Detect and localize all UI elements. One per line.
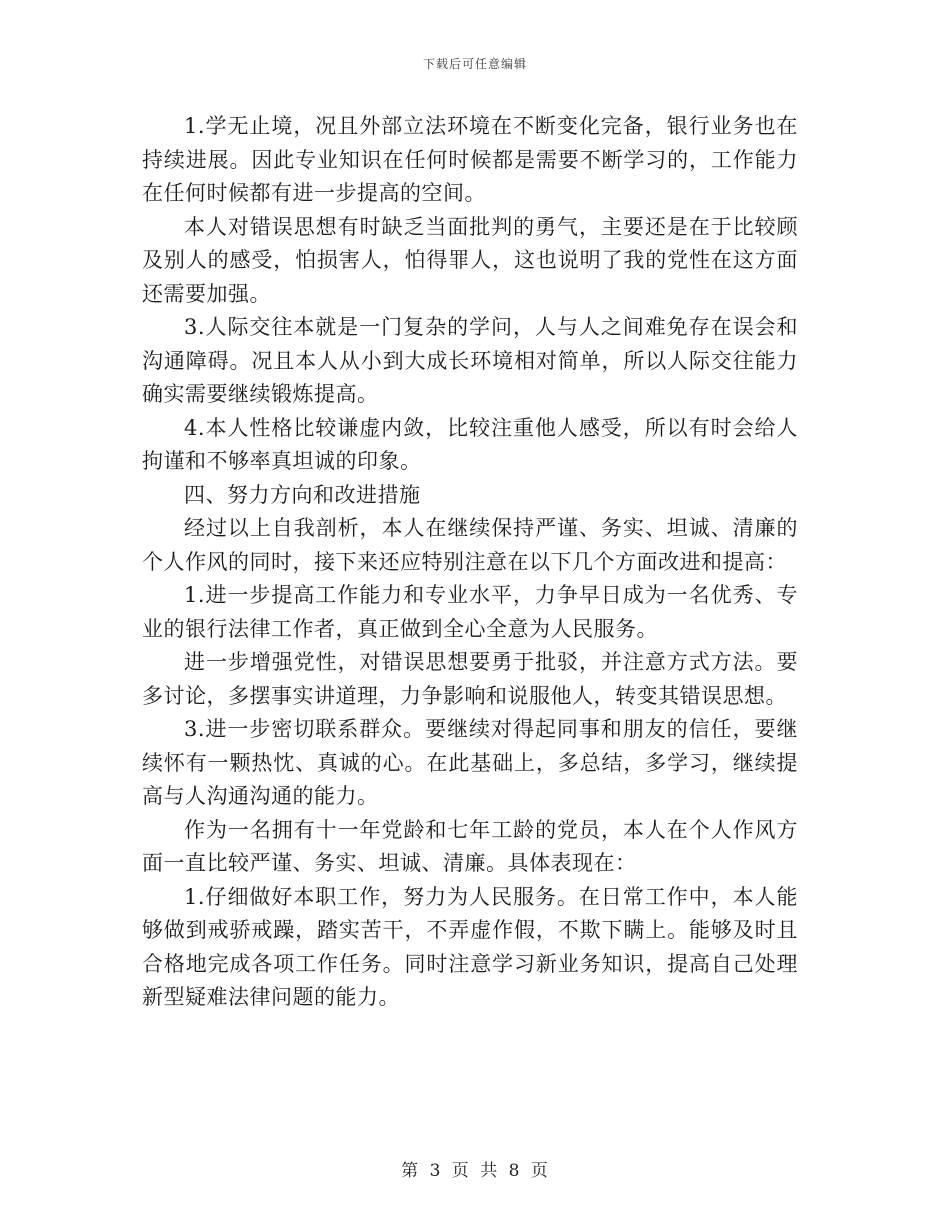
paragraph-6: 经过以上自我剖析，本人在继续保持严谨、务实、坦诚、清廉的个人作风的同时，接下来还应特别注意在以下几个方面改进和提高： (142, 516, 798, 574)
paragraph-8: 进一步增强党性，对错误思想要勇于批驳，并注意方式方法。要多讨论，多摆事实讲道理，力争影响和说服他人，转变其错误思想。 (142, 650, 798, 708)
paragraph-2: 本人对错误思想有时缺乏当面批判的勇气，主要还是在于比较顾及别人的感受，怕损害人，怕得罪人，这也说明了我的党性在这方面还需要加强。 (142, 214, 798, 306)
paragraph-4: 4.本人性格比较谦虚内敛，比较注重他人感受，所以有时会给人拘谨和不够率真坦诚的印象。 (142, 415, 798, 473)
document-body (142, 110, 798, 1015)
section-heading: 四、努力方向和改进措施 (184, 482, 421, 507)
page-header: 下载后可任意编辑 (422, 57, 527, 71)
paragraph-10: 作为一名拥有十一年党龄和七年工龄的党员，本人在个人作风方面一直比较严谨、务实、坦诚、清廉。具体表现在： (142, 817, 798, 875)
paragraph-1: 1.学无止境，况且外部立法环境在不断变化完备，银行业务也在持续进展。因此专业知识在任何时候都是需要不断学习的，工作能力在任何时候都有进一步提高的空间。 (142, 114, 798, 205)
paragraph-9: 3.进一步密切联系群众。要继续对得起同事和朋友的信任，要继续怀有一颗热忱、真诚的心。在此基础上，多总结，多学习，继续提高与人沟通沟通的能力。 (142, 717, 798, 808)
paragraph-7: 1.进一步提高工作能力和专业水平，力争早日成为一名优秀、专业的银行法律工作者，真正做到全心全意为人民服务。 (142, 583, 798, 641)
page-number-footer: 第 3 页 共 8 页 (401, 1161, 549, 1181)
paragraph-11: 1.仔细做好本职工作，努力为人民服务。在日常工作中，本人能够做到戒骄戒躁，踏实苦干，不弄虚作假，不欺下瞒上。能够及时且合格地完成各项工作任务。同时注意学习新业务知识，提高自己处理新型疑难法律问题的能力。 (142, 884, 798, 1009)
paragraph-3: 3.人际交往本就是一门复杂的学问，人与人之间难免存在误会和沟通障碍。况且本人从小到大成长环境相对简单，所以人际交往能力确实需要继续锻炼提高。 (142, 315, 798, 406)
